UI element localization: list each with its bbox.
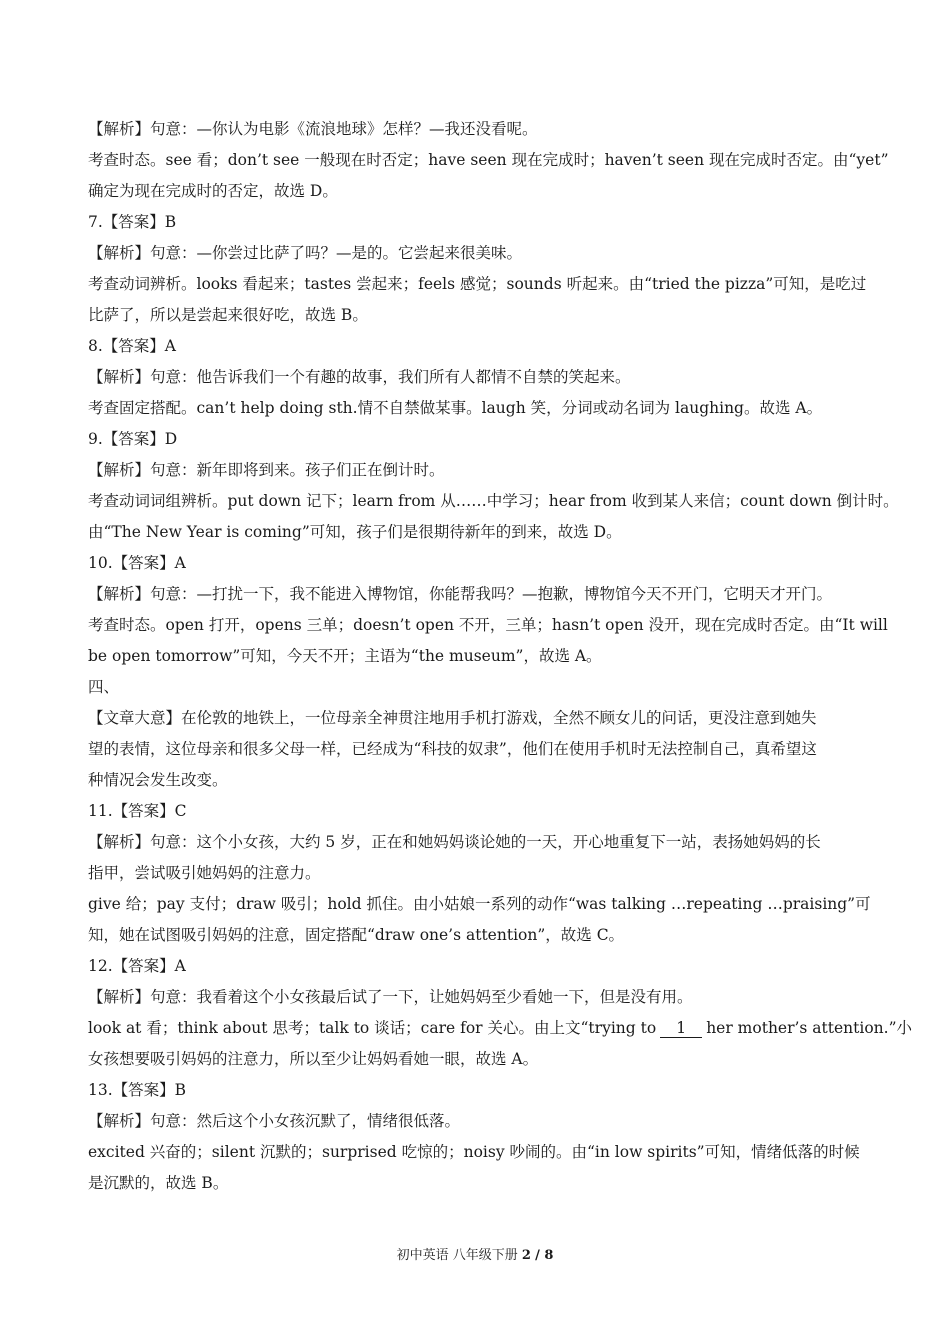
text-line: 比萨了，所以是尝起来很好吃，故选 B。 [88,306,368,324]
text-line-with-blank [88,1013,913,1044]
text-line: 【解析】句意：我看着这个小女孩最后试了一下，让她妈妈至少看她一下，但是没有用。 [88,988,693,1006]
text-line: 【解析】句意：—打扰一下，我不能进入博物馆，你能帮我吗？—抱歉，博物馆今天不开门，它明天才开门。 [88,585,833,603]
text-line: excited 兴奋的；silent 沉默的；surprised 吃惊的；noisy 吵闹的。由“in low spirits”可知，情绪低落的时候 [88,1143,860,1161]
answer-heading-12: 12.【答案】A [88,957,186,975]
footer-course: 初中英语 八年级下册 [396,1248,518,1263]
answer-heading-8: 8.【答案】A [88,337,176,355]
text-line: 【文章大意】在伦敦的地铁上，一位母亲全神贯注地用手机打游戏，全然不顾女儿的问话，更没注意到她失 [88,709,817,727]
text-line: 知，她在试图吸引妈妈的注意，固定搭配“draw one’s attention”，故选 C。 [88,926,625,944]
footer-page-total: / 8 [535,1248,554,1263]
text-line: 种情况会发生改变。 [88,771,228,789]
answer-heading-9: 9.【答案】D [88,430,178,448]
footer-page-number: 2 [521,1248,531,1263]
text-line: 【解析】句意：他告诉我们一个有趣的故事，我们所有人都情不自禁的笑起来。 [88,368,631,386]
text-line: 【解析】句意：—你尝过比萨了吗？—是的。它尝起来很美味。 [88,244,523,262]
text-line: 考查时态。see 看；don’t see 一般现在时否定；have seen 现在完成时；haven’t seen 现在完成时否定。由“yet” [88,151,889,169]
text-line: 考查固定搭配。can’t help doing sth.情不自禁做某事。laugh 笑，分词或动名词为 laughing。故选 A。 [88,399,823,417]
text-line: 【解析】句意：—你认为电影《流浪地球》怎样？—我还没看呢。 [88,120,538,138]
answer-heading-11: 11.【答案】C [88,802,187,820]
text-line: 指甲，尝试吸引她妈妈的注意力。 [88,864,321,882]
text-line: 【解析】句意：新年即将到来。孩子们正在倒计时。 [88,461,445,479]
answer-heading-13: 13.【答案】B [88,1081,187,1099]
page-footer [0,1244,950,1263]
section-heading: 四、 [88,678,120,696]
text-line: be open tomorrow”可知，今天不开；主语为“the museum”，故选 A。 [88,647,602,665]
text-line: 【解析】句意：然后这个小女孩沉默了，情绪很低落。 [88,1112,461,1130]
blank-line-after: her mother’s attention.”小 [706,1019,913,1037]
blank-line-before: look at 看；think about 思考；talk to 谈话；care for 关心。由上文“trying to [88,1019,657,1037]
text-line: 考查动词辨析。looks 看起来；tastes 尝起来；feels 感觉；sounds 听起来。由“tried the pizza”可知，是吃过 [88,275,867,293]
text-line: 是沉默的，故选 B。 [88,1174,229,1192]
text-line: 望的表情，这位母亲和很多父母一样，已经成为“科技的奴隶”，他们在使用手机时无法控制自己，真希望这 [88,740,817,758]
text-line: 女孩想要吸引妈妈的注意力，所以至少让妈妈看她一眼，故选 A。 [88,1050,539,1068]
answer-heading-10: 10.【答案】A [88,554,186,572]
answer-heading-7: 7.【答案】B [88,213,177,231]
text-line: 考查动词词组辨析。put down 记下；learn from 从……中学习；hear from 收到某人来信；count down 倒计时。 [88,492,899,510]
text-line: 考查时态。open 打开，opens 三单；doesn’t open 不开，三单；hasn’t open 没开，现在完成时否定。由“It will [88,616,888,634]
fill-in-blank: 1 [660,1019,702,1038]
text-line: give 给；pay 支付；draw 吸引；hold 抓住。由小姑娘一系列的动作“was talking …repeating …praising”可 [88,895,871,913]
answer-explanations [88,114,913,1199]
text-line: 由“The New Year is coming”可知，孩子们是很期待新年的到来，故选 D。 [88,523,622,541]
text-line: 【解析】句意：这个小女孩，大约 5 岁，正在和她妈妈谈论她的一天，开心地重复下一站，表扬她妈妈的长 [88,833,821,851]
text-line: 确定为现在完成时的否定，故选 D。 [88,182,338,200]
